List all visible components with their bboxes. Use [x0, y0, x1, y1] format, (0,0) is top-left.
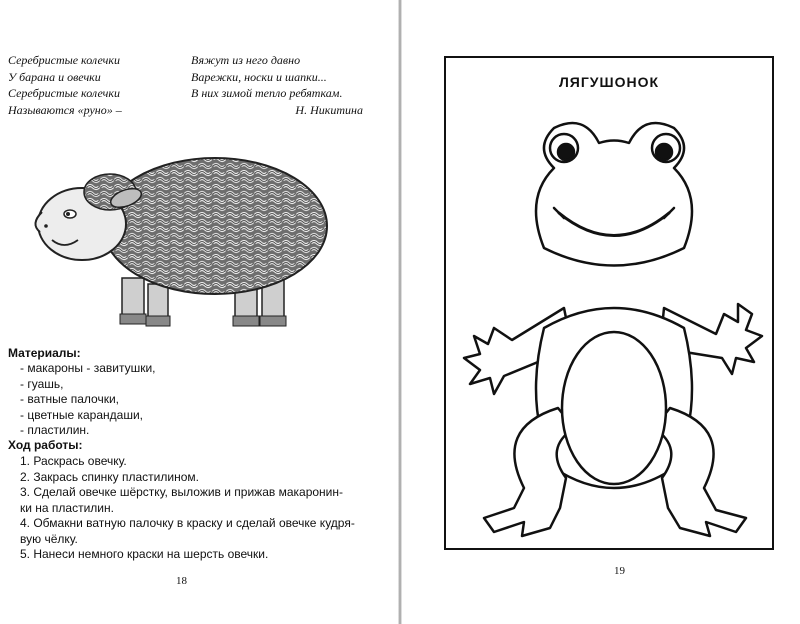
list-item: - цветные карандаши, [20, 407, 143, 422]
step-line: 4. Обмакни ватную палочку в краску и сделай овечке кудря- [20, 516, 355, 530]
frog-left-leg [484, 408, 574, 536]
list-item: - макароны - завитушки, [20, 361, 156, 375]
coloring-frame [444, 56, 774, 550]
poem-line: Называются «руно» – [8, 102, 122, 117]
frog-right-leg [654, 408, 746, 536]
page-number-left: 18 [176, 575, 187, 587]
list-item: - ватные палочки, [20, 392, 119, 406]
poem-line: Серебристые колечки [8, 86, 120, 100]
frog-outline [454, 108, 764, 538]
sheep-body [103, 158, 327, 294]
left-page [0, 0, 398, 624]
sheep-illustration [30, 128, 350, 338]
frog-belly [562, 332, 666, 484]
poem-left-column [8, 52, 183, 118]
poem-line: Серебристые колечки [8, 53, 120, 67]
step-line: 3. Сделай овечке шёрстку, выложив и прижав макаронин- [20, 485, 344, 499]
poem-line: Варежки, носки и шапки... [191, 69, 327, 84]
materials-list [20, 361, 156, 439]
step-line: 2. Закрась спинку пластилином. [20, 469, 199, 484]
page-number-right: 19 [614, 565, 625, 577]
step-line: ки на пластилин. [20, 500, 114, 515]
step-line: 1. Раскрась овечку. [20, 454, 127, 468]
poem-right-column [191, 52, 363, 118]
poem-line: Вяжут из него давно [191, 53, 301, 67]
poem-line: В них зимой тепло ребяткам. [191, 86, 343, 100]
frog-left-pupil [558, 144, 574, 160]
poem-line: У барана и овечки [8, 69, 101, 84]
work-heading: Ход работы: [8, 438, 83, 452]
list-item: - пластилин. [20, 423, 90, 437]
materials-heading: Материалы: [8, 346, 81, 360]
step-line: 5. Нанеси немного краски на шерсть овечки. [20, 547, 269, 561]
work-steps [20, 454, 370, 563]
poem-author: Н. Никитина [295, 102, 363, 117]
frog-right-pupil [656, 144, 672, 160]
step-line: вую чёлку. [20, 531, 78, 546]
frog-title: ЛЯГУШОНОК [558, 74, 660, 90]
list-item: - гуашь, [20, 376, 64, 391]
